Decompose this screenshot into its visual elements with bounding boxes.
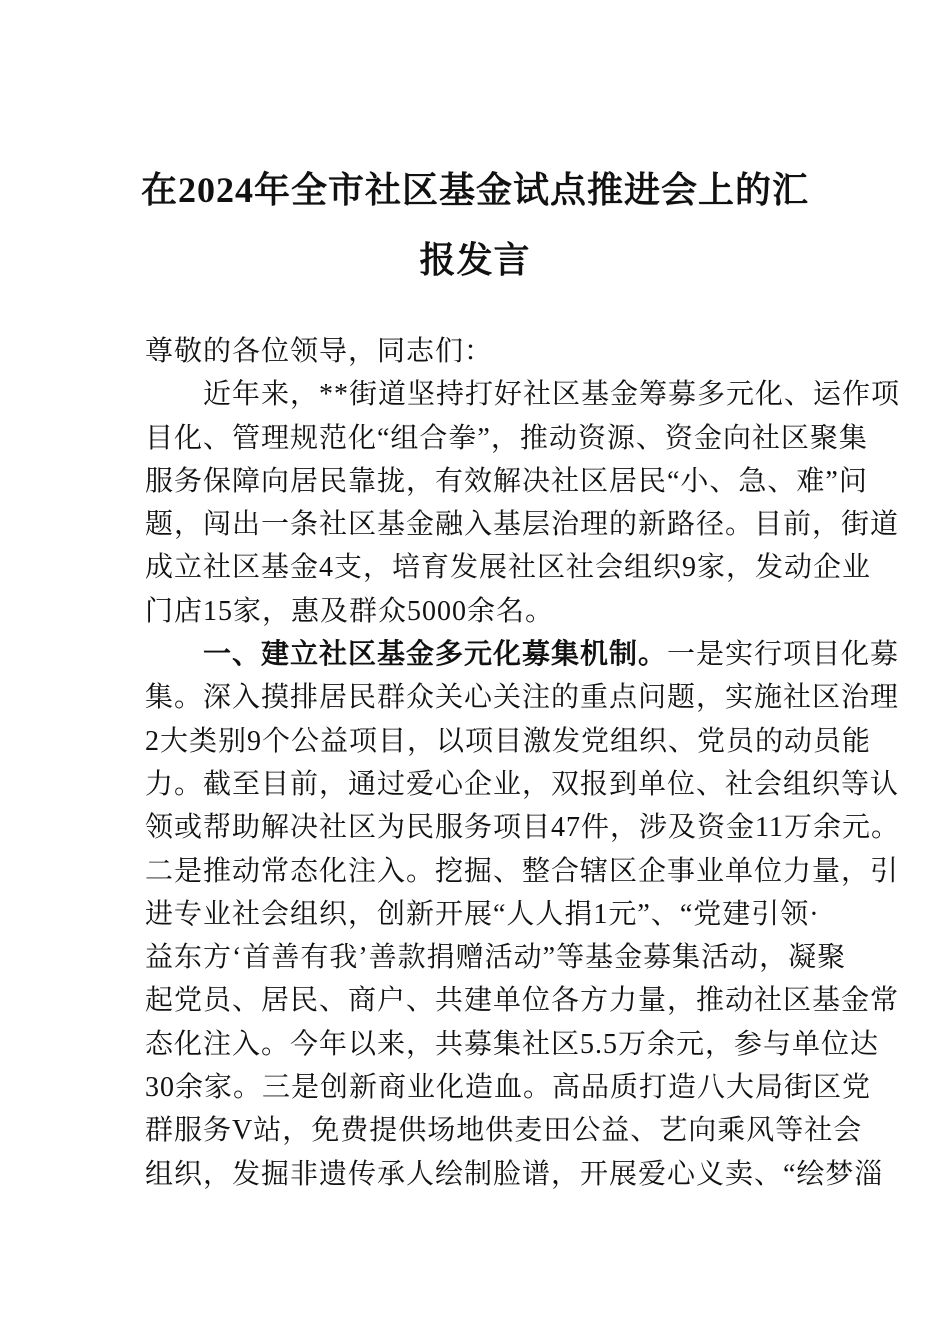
text-line: 二是推动常态化注入。挖掘、整合辖区企事业单位力量，引 [145, 855, 900, 887]
text-line: 2大类别9个公益项目，以项目激发党组织、党员的动员能 [145, 725, 872, 757]
text-line: 30余家。三是创新商业化造血。高品质打造八大局街区党 [145, 1072, 872, 1104]
text-line: 目化、管理规范化“组合拳”，推动资源、资金向社区聚集 [145, 422, 868, 454]
section-heading: 一、建立社区基金多元化募集机制。 [203, 639, 668, 671]
text-line: 成立社区基金4支，培育发展社区社会组织9家，发动企业 [145, 552, 872, 584]
greeting: 尊敬的各位领导，同志们： [145, 336, 494, 367]
text-line: 集。深入摸排居民群众关心关注的重点问题，实施社区治理 [145, 682, 900, 714]
text-line: 服务保障向居民靠拢，有效解决社区居民“小、急、难”问 [145, 465, 868, 497]
text-line: 力。截至目前，通过爱心企业，双报到单位、社会组织等认 [145, 768, 900, 800]
text-line: 进专业社会组织，创新开展“人人捐1元”、“党建引领· [145, 898, 820, 930]
text-line: 组织，发掘非遗传承人绘制脸谱，开展爱心义卖、“绘梦淄 [145, 1158, 884, 1190]
text-line: 起党员、居民、商户、共建单位各方力量，推动社区基金常 [145, 985, 900, 1017]
text-line: 题，闯出一条社区基金融入基层治理的新路径。目前，街道 [145, 509, 900, 541]
document-body [145, 330, 901, 1196]
document-title-line-1: 在2024年全市社区基金试点推进会上的汇 [140, 170, 809, 210]
document-title-line-2: 报发言 [419, 240, 531, 280]
text-line: 益东方‘首善有我’善款捐赠活动”等基金募集活动，凝聚 [145, 942, 847, 974]
text-line: 领或帮助解决社区为民服务项目47件，涉及资金11万余元。 [145, 812, 900, 844]
paragraph-section-1 [145, 633, 900, 1196]
text-line: 态化注入。今年以来，共募集社区5.5万余元，参与单位达 [145, 1028, 880, 1060]
text-line: 群服务V站，免费提供场地供麦田公益、艺向乘风等社会 [145, 1115, 863, 1147]
text-run: 一是实行项目化募 [667, 639, 900, 671]
text-line: 门店15家，惠及群众5000余名。 [145, 595, 555, 627]
text-line: 近年来，**街道坚持打好社区基金筹募多元化、运作项 [203, 379, 901, 411]
paragraph-intro [145, 373, 901, 633]
text-line [145, 633, 900, 676]
